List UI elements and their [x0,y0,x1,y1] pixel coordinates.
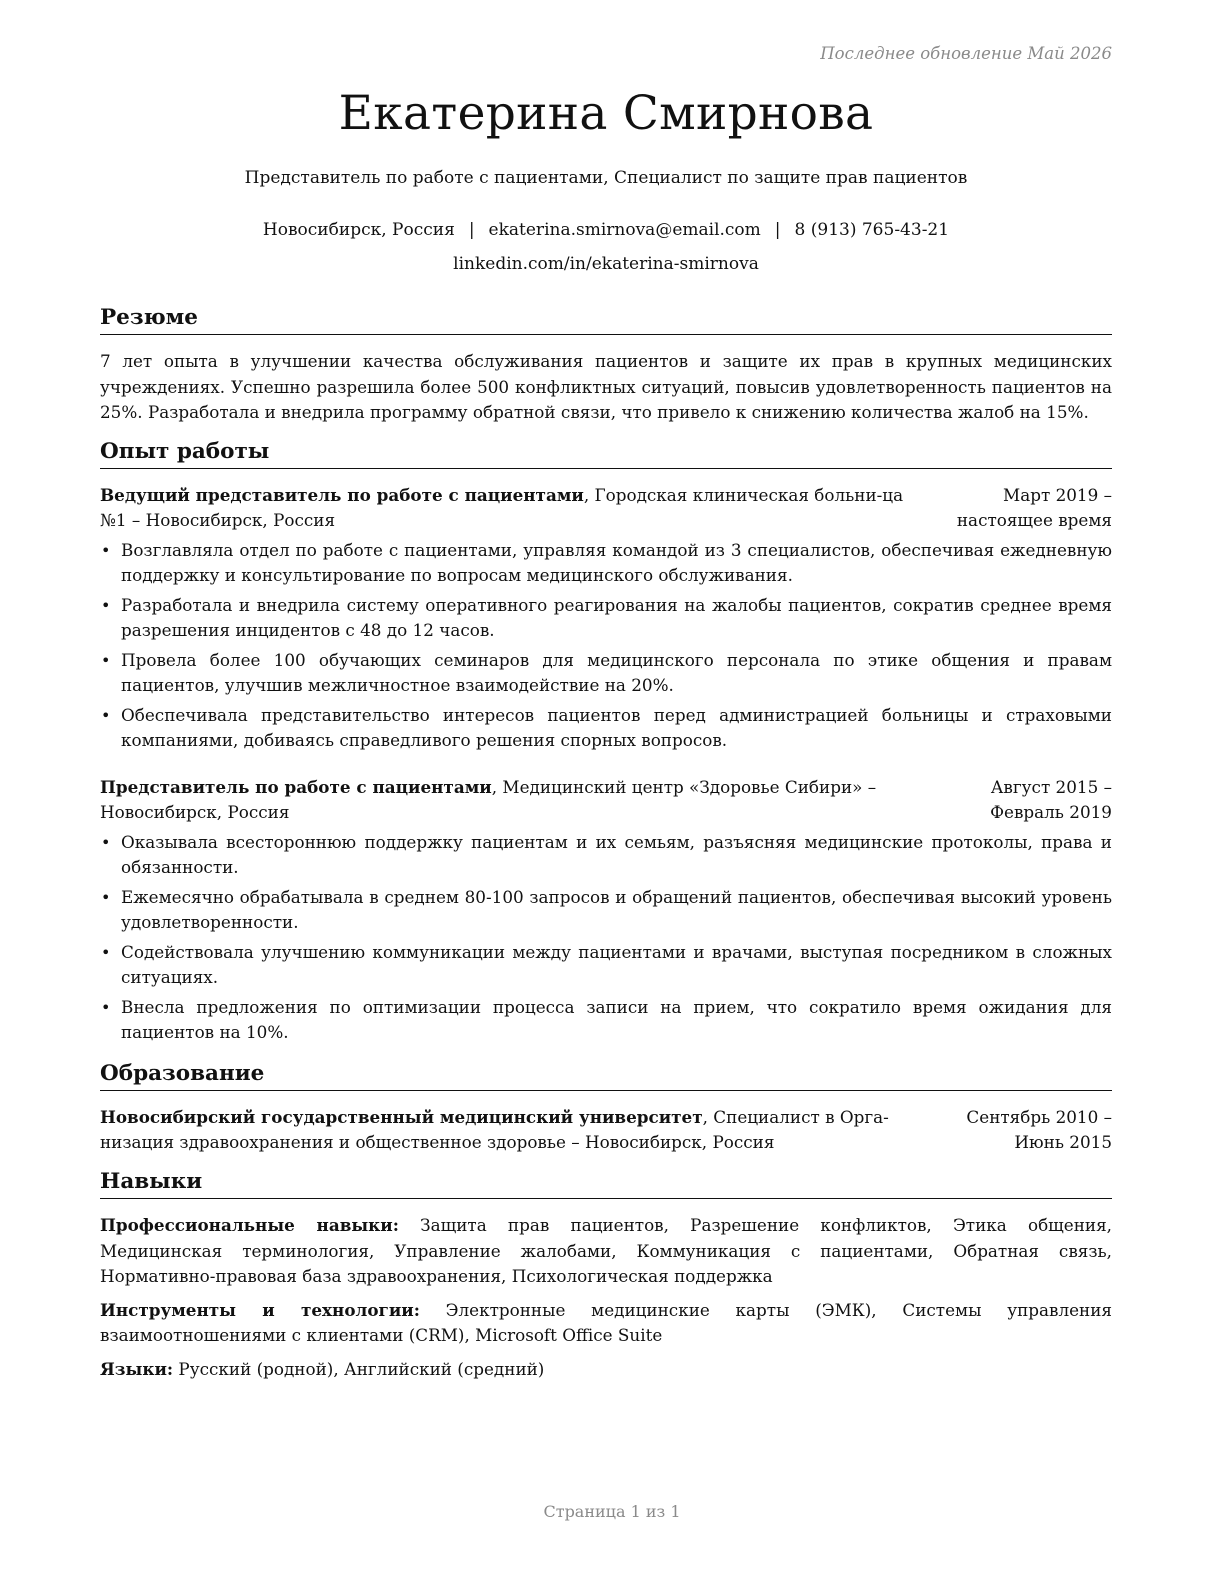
list-item [100,538,1112,588]
skill-group [100,1213,1112,1290]
bullet-icon: • [101,596,111,615]
bullet-text: Провела более 100 обучающих семинаров для медицинского персонала по этике общения и правам пациентов, улучшив межличностное взаимодействие на 20%. [121,650,1112,695]
bullet-icon: • [101,651,111,670]
bullet-icon: • [101,541,111,560]
list-item [100,593,1112,643]
section-title-experience: Опыт работы [100,438,1112,469]
job-role: Представитель по работе с пациентами [100,777,492,797]
skill-label: Инструменты и технологии: [100,1299,420,1320]
skill-label: Профессиональные навыки: [100,1215,399,1235]
list-item [100,703,1112,753]
last-updated: Последнее обновление Май 2026 [820,44,1112,63]
education-detail: , Специалист в Орга-низация здравоохранения и общественное здоровье – Новосибирск, Россия [100,1107,889,1152]
job-header [100,483,1112,533]
contact-line [100,220,1112,240]
bullet-text: Внесла предложения по оптимизации процесса записи на прием, что сократило время ожидания для пациентов на 10%. [121,997,1112,1042]
contact-phone: 8 (913) 765-43-21 [794,220,950,240]
job-entry [100,483,1112,753]
section-title-skills: Навыки [100,1168,1112,1199]
education-dates: Сентябрь 2010 – Июнь 2015 [966,1107,1112,1152]
candidate-title: Представитель по работе с пациентами, Специалист по защите прав пациентов [244,168,968,188]
bullet-text: Содействовала улучшению коммуникации между пациентами и врачами, выступая посредником в сложных ситуациях. [121,942,1112,987]
skill-group [100,1357,1112,1383]
bullet-icon: • [101,833,111,852]
skill-group [100,1298,1112,1349]
bullet-icon: • [101,943,111,962]
job-title-line [100,483,932,533]
bullet-text: Ежемесячно обрабатывала в среднем 80-100 запросов и обращений пациентов, обеспечивая высокий уровень удовлетворенности. [121,887,1112,932]
section-title-education: Образование [100,1060,1112,1091]
list-item [100,830,1112,880]
bullet-text: Оказывала всестороннюю поддержку пациентам и их семьям, разъясняя медицинские протоколы, права и обязанности. [121,832,1112,877]
job-header [100,775,1112,825]
linkedin-link[interactable]: linkedin.com/in/ekaterina-smirnova [453,254,759,274]
job-org: , Медицинский центр «Здоровье Сибири» – Новосибирск, Россия [100,777,877,822]
bullet-icon: • [101,998,111,1017]
education-entry [100,1105,1112,1155]
job-bullets [100,538,1112,753]
summary-section [100,304,1112,426]
education-school: Новосибирский государственный медицинский университет [100,1107,703,1127]
job-title-line [100,775,937,825]
skills-section [100,1168,1112,1390]
bullet-text: Обеспечивала представительство интересов пациентов перед администрацией больницы и страховыми компаниями, добиваясь справедливого решения спорных вопросов. [121,705,1112,750]
skill-value: Электронные медицинские карты (ЭМК), Системы управления взаимоотношениями с клиентами (CRM), Microsoft Office Suite [100,1299,1112,1345]
contact-email[interactable]: ekaterina.smirnova@email.com [488,220,761,240]
bullet-icon: • [101,888,111,907]
bullet-text: Возглавляла отдел по работе с пациентами, управляя командой из 3 специалистов, обеспечивая ежедневную поддержку и консультирование по вопросам медицинского обслуживания. [121,540,1112,585]
job-dates: Март 2019 – настоящее время [956,485,1112,530]
skills-list [100,1213,1112,1382]
job-entry [100,775,1112,1045]
job-org: , Городская клиническая больни-ца №1 – Новосибирск, Россия [100,485,904,530]
list-item [100,885,1112,935]
job-bullets [100,830,1112,1045]
contact-city: Новосибирск, Россия [262,220,455,240]
list-item [100,995,1112,1045]
candidate-name: Екатерина Смирнова [338,86,874,141]
job-dates: Август 2015 – Февраль 2019 [990,777,1112,822]
education-section [100,1060,1112,1155]
summary-text: 7 лет опыта в улучшении качества обслуживания пациентов и защите их прав в крупных медицинских учреждениях. Успешно разрешила более 500 конфликтных ситуаций, повысив удовлетворенность пациентов на 25%. Разработала и внедрила программу обратной связи, что привело к снижению количества жалоб на 15%. [100,351,1112,422]
bullet-text: Разработала и внедрила систему оперативного реагирования на жалобы пациентов, сократив среднее время разрешения инцидентов с 48 до 12 часов. [121,595,1112,640]
education-line [100,1105,962,1155]
contact-separator: | [468,220,475,240]
list-item [100,648,1112,698]
skill-label: Языки: [100,1358,174,1379]
section-title-summary: Резюме [100,304,1112,335]
bullet-icon: • [101,706,111,725]
job-role: Ведущий представитель по работе с пациентами [100,485,584,505]
list-item [100,940,1112,990]
experience-section [100,438,1112,1050]
contact-separator: | [774,220,781,240]
skill-value: Русский (родной), Английский (средний) [173,1358,545,1379]
skill-value: Защита прав пациентов, Разрешение конфликтов, Этика общения, Медицинская терминология, Управление жалобами, Коммуникация с пациентами, Обратная связь, Нормативно-правовая база здравоохранения, Психологическая поддержка [100,1215,1113,1286]
page-number: Страница 1 из 1 [543,1502,681,1521]
